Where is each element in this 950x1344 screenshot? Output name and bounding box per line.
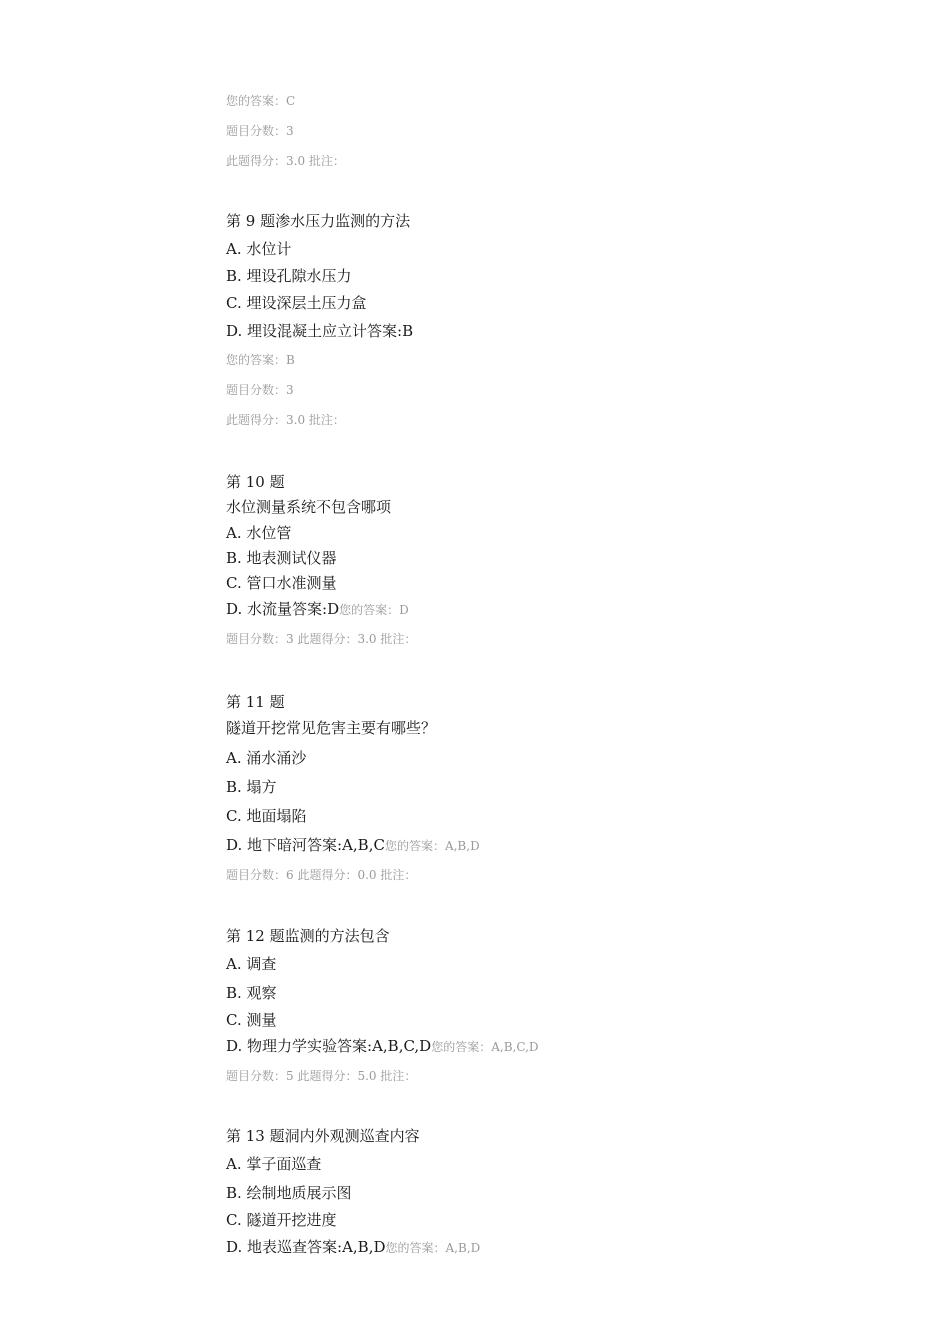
q10-option-d: D. 水流量答案:D: [226, 600, 340, 618]
q11-option-d: D. 地下暗河答案:A,B,C: [226, 836, 385, 854]
q9-score: 题目分数：3: [226, 383, 294, 397]
q10-option-c: C. 管口水准测量: [226, 574, 337, 592]
q13-option-a: A. 掌子面巡查: [226, 1155, 322, 1173]
q9-got: 此题得分：3.0 批注：: [226, 413, 345, 427]
q11-title: 第 11 题: [226, 693, 285, 711]
q9-your-answer: 您的答案：B: [226, 353, 295, 367]
prev-got: 此题得分：3.0 批注：: [226, 154, 345, 168]
q11-option-b: B. 塌方: [226, 778, 277, 796]
q12-your-answer: 您的答案：A,B,C,D: [431, 1040, 539, 1054]
q12-option-d: D. 物理力学实验答案:A,B,C,D: [226, 1037, 432, 1055]
q10-option-b: B. 地表测试仪器: [226, 549, 337, 567]
q12-option-c: C. 测量: [226, 1011, 277, 1029]
q10-title: 第 10 题: [226, 473, 285, 491]
q13-title: 第 13 题洞内外观测巡查内容: [226, 1127, 420, 1145]
q10-score-got: 题目分数：3 此题得分：3.0 批注：: [226, 632, 417, 646]
q13-option-d: D. 地表巡查答案:A,B,D: [226, 1238, 386, 1256]
q11-stem: 隧道开挖常见危害主要有哪些？: [226, 719, 437, 737]
q13-option-c: C. 隧道开挖进度: [226, 1211, 337, 1229]
q9-option-b: B. 埋设孔隙水压力: [226, 267, 352, 285]
q13-option-d-line: [226, 1236, 480, 1257]
q12-option-b: B. 观察: [226, 984, 277, 1002]
q9-option-c: C. 埋设深层土压力盒: [226, 294, 367, 312]
q12-title: 第 12 题监测的方法包含: [226, 927, 390, 945]
q13-option-b: B. 绘制地质展示图: [226, 1184, 352, 1202]
q10-option-d-line: [226, 598, 409, 619]
prev-your-answer: 您的答案：C: [226, 94, 296, 108]
q9-option-a: A. 水位计: [226, 240, 292, 258]
q11-score-got: 题目分数：6 此题得分：0.0 批注：: [226, 868, 417, 882]
q11-option-d-line: [226, 834, 480, 855]
q11-option-c: C. 地面塌陷: [226, 807, 307, 825]
q12-option-a: A. 调查: [226, 955, 277, 973]
q11-option-a: A. 涌水涌沙: [226, 749, 307, 767]
q11-your-answer: 您的答案：A,B,D: [384, 839, 480, 853]
q10-your-answer: 您的答案：D: [339, 603, 409, 617]
q13-your-answer: 您的答案：A,B,D: [385, 1241, 481, 1255]
q10-option-a: A. 水位管: [226, 524, 292, 542]
q9-title: 第 9 题渗水压力监测的方法: [226, 212, 411, 230]
q12-option-d-line: [226, 1035, 539, 1056]
prev-score: 题目分数：3: [226, 124, 294, 138]
q9-option-d: D. 埋设混凝土应立计答案:B: [226, 322, 414, 340]
q12-score-got: 题目分数：5 此题得分：5.0 批注：: [226, 1069, 417, 1083]
q10-stem: 水位测量系统不包含哪项: [226, 498, 392, 516]
